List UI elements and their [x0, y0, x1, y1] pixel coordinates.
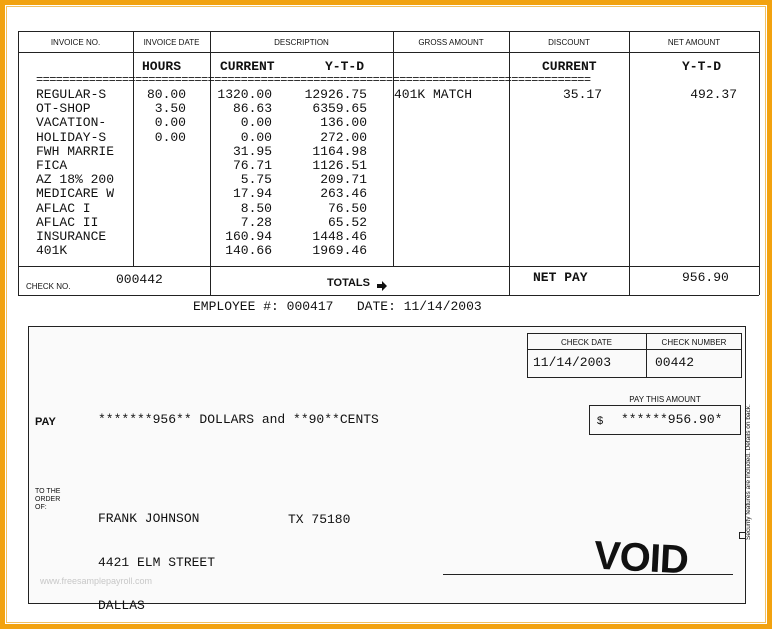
earnings-labels: [36, 88, 114, 258]
check-no-value: 000442: [116, 272, 163, 287]
amount-value: ******956.90*: [621, 412, 723, 427]
payee-street: 4421 ELM STREET: [98, 554, 216, 570]
earnings-current-cell: 8.50: [240, 200, 272, 216]
earnings-ytd-cell: 272.00: [320, 129, 367, 145]
void-stamp: VOID: [592, 533, 689, 583]
earnings-ytd-cell: 136.00: [320, 115, 367, 131]
earnings-current-cell: 5.75: [240, 172, 272, 188]
earnings-hours-cell: [134, 159, 186, 173]
stub-col-divider-3: [393, 31, 394, 266]
col-label-current: CURRENT: [220, 59, 275, 74]
earnings-hours-cell: [134, 187, 186, 201]
earnings-ytd-cell: 65.52: [327, 214, 367, 230]
date-label: DATE:: [356, 299, 396, 314]
order-label-line-3: OF:: [35, 504, 47, 511]
order-label-line-1: TO THE: [35, 488, 61, 495]
earnings-current-cell: 17.94: [232, 186, 272, 202]
watermark: www.freesamplepayroll.com: [40, 576, 153, 586]
header-gross-amount: GROSS AMOUNT: [418, 38, 484, 47]
earnings-current-cell: 76.71: [232, 158, 272, 174]
earnings-labels-cell: MEDICARE W: [36, 186, 115, 202]
check-info-header-line: [527, 349, 742, 350]
col-label-net-ytd: Y-T-D: [682, 59, 722, 74]
earnings-ytd-cell: 1126.51: [312, 158, 367, 174]
check-number-label: CHECK NUMBER: [661, 338, 727, 347]
earnings-hours: [134, 88, 186, 258]
stub-col-divider-5: [629, 31, 630, 295]
payee-city: DALLAS: [98, 598, 145, 613]
earnings-ytd-cell: 76.50: [327, 200, 367, 216]
pay-amount-words: *******956** DOLLARS and **90**CENTS: [98, 412, 379, 427]
earnings-labels-cell: VACATION-: [36, 115, 107, 131]
earnings-hours-cell: [134, 173, 186, 187]
stub-bottom-line: [18, 295, 759, 296]
header-description: DESCRIPTION: [274, 38, 329, 47]
net-pay-label: NET PAY: [533, 270, 588, 285]
earnings-labels-cell: FWH MARRIE: [36, 143, 115, 159]
stub-date: 11/14/2003: [403, 299, 482, 314]
stub-left-line: [18, 31, 19, 295]
earnings-labels-cell: OT-SHOP: [36, 101, 91, 117]
employee-line: [193, 299, 482, 314]
earnings-labels-cell: 401K: [36, 243, 68, 259]
net-pay-value: 956.90: [682, 270, 729, 285]
match-current: 35.17: [562, 87, 602, 102]
check-no-label: CHECK NO.: [26, 282, 71, 291]
header-invoice-no: INVOICE NO.: [50, 38, 101, 47]
padlock-icon: [739, 532, 746, 539]
earnings-current-cell: 0.00: [240, 129, 272, 145]
earnings-hours-cell: 80.00: [146, 87, 186, 102]
order-label-line-2: ORDER: [35, 496, 61, 503]
earnings-labels-cell: HOLIDAY-S: [36, 129, 107, 145]
earnings-hours-cell: [134, 244, 186, 258]
earnings-labels-cell: INSURANCE: [36, 229, 107, 245]
dollar-sign: $: [597, 415, 604, 427]
header-discount: DISCOUNT: [548, 38, 590, 47]
earnings-current-cell: 0.00: [240, 115, 272, 131]
security-note: Security features are included. Details on back.: [745, 404, 752, 540]
check-number-value: 00442: [655, 355, 695, 370]
header-net-amount: NET AMOUNT: [667, 38, 721, 47]
earnings-hours-cell: [134, 230, 186, 244]
earnings-ytd-cell: 1164.98: [312, 143, 367, 159]
match-label: 401K MATCH: [394, 87, 473, 102]
earnings-hours-cell: 0.00: [154, 115, 186, 131]
pay-this-amount-label: PAY THIS AMOUNT: [629, 395, 701, 404]
arrow-right-icon: [377, 278, 387, 288]
earnings-current: [200, 88, 272, 258]
payee-address: [98, 483, 215, 628]
earnings-labels-cell: AZ 18% 200: [36, 172, 115, 188]
earnings-labels-cell: AFLAC I: [36, 200, 91, 216]
earnings-ytd-cell: 12926.75: [304, 87, 367, 102]
stub-top-line: [18, 31, 759, 32]
earnings-hours-cell: 3.50: [154, 101, 186, 117]
stub-col-divider-4: [509, 31, 510, 295]
earnings-current-cell: 160.94: [225, 229, 272, 245]
header-invoice-date: INVOICE DATE: [143, 38, 200, 47]
earnings-ytd-cell: 6359.65: [312, 101, 367, 117]
col-label-ytd: Y-T-D: [325, 59, 365, 74]
earnings-ytd-cell: 209.71: [320, 172, 367, 188]
to-the-order-of-label: [35, 488, 60, 512]
employee-label: EMPLOYEE #:: [193, 299, 279, 314]
earnings-labels-cell: FICA: [36, 158, 68, 174]
match-ytd: 492.37: [690, 87, 737, 102]
payee-name: FRANK JOHNSON: [98, 511, 200, 526]
earnings-labels-cell: AFLAC II: [36, 214, 99, 230]
totals-label: TOTALS: [327, 277, 370, 289]
earnings-current-cell: 1320.00: [217, 87, 272, 102]
col-label-discount-current: CURRENT: [542, 59, 597, 74]
payee-state-zip: TX 75180: [288, 512, 351, 527]
earnings-hours-cell: [134, 202, 186, 216]
stub-body-bottom-line: [18, 266, 759, 267]
earnings-hours-cell: [134, 216, 186, 230]
check-date-label: CHECK DATE: [561, 338, 612, 347]
earnings-current-cell: 140.66: [225, 243, 272, 259]
earnings-current-cell: 86.63: [232, 101, 272, 117]
earnings-ytd-cell: 1969.46: [312, 243, 367, 259]
employee-number: 000417: [286, 299, 334, 314]
pay-label: PAY: [35, 416, 56, 428]
earnings-ytd-cell: 263.46: [320, 186, 367, 202]
earnings-hours-cell: 0.00: [154, 129, 186, 145]
earnings-labels-cell: REGULAR-S: [36, 87, 107, 102]
earnings-current-cell: 7.28: [240, 214, 272, 230]
check-date-value: 11/14/2003: [533, 355, 612, 370]
earnings-hours-cell: [134, 145, 186, 159]
signature-line: [443, 574, 733, 575]
col-label-hours: HOURS: [142, 59, 182, 74]
double-line-separator: ====================================================================================: [36, 73, 591, 87]
earnings-ytd: [290, 88, 367, 258]
earnings-current-cell: 31.95: [232, 143, 272, 159]
stub-header-line: [18, 52, 759, 53]
stub-right-line: [759, 31, 760, 295]
earnings-ytd-cell: 1448.46: [312, 229, 367, 245]
